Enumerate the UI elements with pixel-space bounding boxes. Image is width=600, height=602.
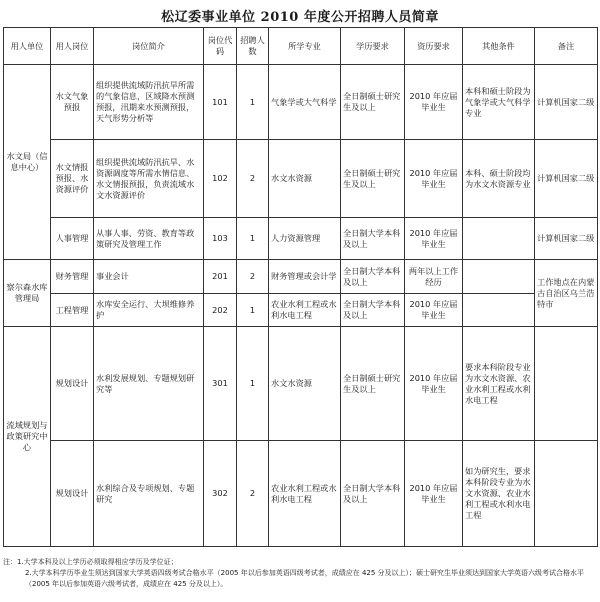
count-cell: 1 bbox=[237, 218, 269, 260]
header-intro: 岗位简介 bbox=[94, 28, 204, 65]
header-unit: 用人单位 bbox=[4, 28, 51, 65]
post-cell: 水文情报预报、水资源评价 bbox=[51, 140, 94, 218]
other-cell bbox=[463, 294, 535, 327]
major-cell: 人力资源管理 bbox=[269, 218, 341, 260]
post-cell: 规划设计 bbox=[51, 441, 94, 547]
table-row bbox=[4, 441, 598, 547]
table-row bbox=[4, 260, 598, 294]
major-cell: 财务管理或会计学 bbox=[269, 260, 341, 294]
edu-cell: 全日制硕士研究生及以上 bbox=[341, 140, 405, 218]
qual-cell: 2010 年应届毕业生 bbox=[405, 65, 463, 140]
code-cell: 202 bbox=[204, 294, 237, 327]
count-cell: 2 bbox=[237, 140, 269, 218]
intro-cell: 组织提供流域防汛抗旱所需的气象信息，区域降水预测预报，汛期来水预测预报，天气形势分析等 bbox=[94, 65, 204, 140]
code-cell: 201 bbox=[204, 260, 237, 294]
header-edu: 学历要求 bbox=[341, 28, 405, 65]
count-cell: 1 bbox=[237, 65, 269, 140]
other-cell bbox=[463, 218, 535, 260]
intro-cell: 水库安全运行、大坝维修养护 bbox=[94, 294, 204, 327]
note-cell: 工作地点在内蒙古自治区乌兰浩特市 bbox=[535, 260, 598, 327]
qual-cell: 两年以上工作经历 bbox=[405, 260, 463, 294]
intro-cell: 组织提供流域防汛抗旱、水资源调度等所需水情信息、水文情报预报，负责流域水文水资源评价 bbox=[94, 140, 204, 218]
unit-cell-planning: 流域规划与政策研究中心 bbox=[4, 327, 51, 547]
header-code: 岗位代码 bbox=[204, 28, 237, 65]
major-cell: 农业水利工程或水利水电工程 bbox=[269, 294, 341, 327]
header-row bbox=[4, 28, 598, 65]
post-cell: 人事管理 bbox=[51, 218, 94, 260]
footnote-1: 注：1.大学本科及以上学历必须取得相应学历及学位证； bbox=[3, 558, 178, 566]
qual-cell: 2010 年应届毕业生 bbox=[405, 441, 463, 547]
header-qual: 资历要求 bbox=[405, 28, 463, 65]
qual-cell: 2010 年应届毕业生 bbox=[405, 327, 463, 441]
table-row bbox=[4, 140, 598, 218]
edu-cell: 全日制大学本科及以上 bbox=[341, 218, 405, 260]
table-row bbox=[4, 294, 598, 327]
qual-cell: 2010 年应届毕业生 bbox=[405, 294, 463, 327]
page-title: 松辽委事业单位 2010 年度公开招聘人员简章 bbox=[161, 10, 439, 25]
header-major: 所学专业 bbox=[269, 28, 341, 65]
major-cell: 农业水利工程或水利水电工程 bbox=[269, 441, 341, 547]
edu-cell: 全日制大学本科及以上 bbox=[341, 441, 405, 547]
edu-cell: 全日制硕士研究生及以上 bbox=[341, 65, 405, 140]
note-cell: 计算机国家二级 bbox=[535, 65, 598, 140]
edu-cell: 全日制大学本科及以上 bbox=[341, 294, 405, 327]
table-row bbox=[4, 327, 598, 441]
header-other: 其他条件 bbox=[463, 28, 535, 65]
post-cell: 规划设计 bbox=[51, 327, 94, 441]
count-cell: 1 bbox=[237, 327, 269, 441]
post-cell: 财务管理 bbox=[51, 260, 94, 294]
count-cell: 1 bbox=[237, 294, 269, 327]
count-cell: 2 bbox=[237, 441, 269, 547]
edu-cell: 全日制大学本科及以上 bbox=[341, 260, 405, 294]
unit-cell-hydrology: 水文局（信息中心） bbox=[4, 65, 51, 260]
other-cell: 如为研究生，要求本科阶段专业为水文水资源、农业水利工程或水利水电工程 bbox=[463, 441, 535, 547]
unit-cell-reservoir: 察尔森水库管理局 bbox=[4, 260, 51, 327]
code-cell: 103 bbox=[204, 218, 237, 260]
note-cell: 计算机国家二级 bbox=[535, 218, 598, 260]
code-cell: 301 bbox=[204, 327, 237, 441]
code-cell: 101 bbox=[204, 65, 237, 140]
footnote-2: 2.大学本科学历毕业生须达到国家大学英语四级考试合格水平（2005 年以后参加英语四级考试者，成绩应在 425 分及以上）；硕士研究生毕业须达到国家大学英语六级考试合格水平（2005 年以后参加英语六级考试者，成绩应在 425 分及以上）。 bbox=[25, 569, 585, 588]
intro-cell: 从事人事、劳资、教育等政策研究及管理工作 bbox=[94, 218, 204, 260]
note-cell bbox=[535, 441, 598, 547]
code-cell: 302 bbox=[204, 441, 237, 547]
recruitment-table bbox=[3, 27, 598, 547]
intro-cell: 水利综合及专项规划、专题研究 bbox=[94, 441, 204, 547]
major-cell: 水文水资源 bbox=[269, 140, 341, 218]
note-cell: 计算机国家二级 bbox=[535, 140, 598, 218]
note-cell bbox=[535, 327, 598, 441]
count-cell: 2 bbox=[237, 260, 269, 294]
qual-cell: 2010 年应届毕业生 bbox=[405, 218, 463, 260]
major-cell: 气象学或大气科学 bbox=[269, 65, 341, 140]
other-cell: 本科、硕士阶段均为水文水资源专业 bbox=[463, 140, 535, 218]
post-cell: 水文气象预报 bbox=[51, 65, 94, 140]
other-cell: 要求本科阶段专业为水文水资源、农业水利工程或水利水电工程 bbox=[463, 327, 535, 441]
edu-cell: 全日制硕士研究生及以上 bbox=[341, 327, 405, 441]
intro-cell: 事业会计 bbox=[94, 260, 204, 294]
table-row bbox=[4, 65, 598, 140]
major-cell: 水文水资源 bbox=[269, 327, 341, 441]
intro-cell: 水利发展规划、专题规划研究等 bbox=[94, 327, 204, 441]
header-note: 备注 bbox=[535, 28, 598, 65]
footnotes bbox=[3, 557, 597, 590]
table-row bbox=[4, 218, 598, 260]
code-cell: 102 bbox=[204, 140, 237, 218]
other-cell bbox=[463, 260, 535, 294]
header-post: 用人岗位 bbox=[51, 28, 94, 65]
header-count: 招聘人数 bbox=[237, 28, 269, 65]
post-cell: 工程管理 bbox=[51, 294, 94, 327]
qual-cell: 2010 年应届毕业生 bbox=[405, 140, 463, 218]
other-cell: 本科和硕士阶段为气象学或大气科学专业 bbox=[463, 65, 535, 140]
